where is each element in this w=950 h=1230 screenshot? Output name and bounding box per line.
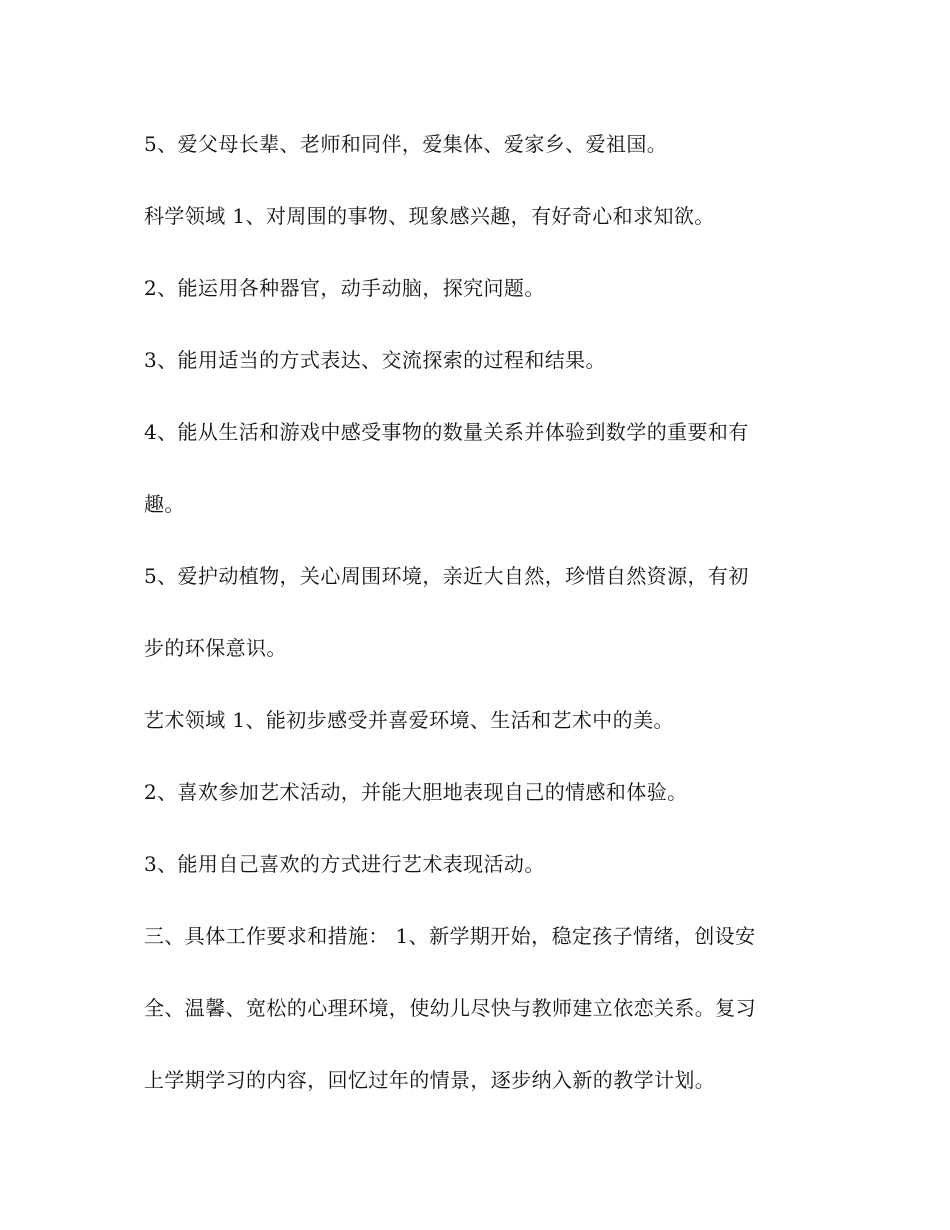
text-line: 5、爱护动植物，关心周围环境，亲近大自然，珍惜自然资源，有初 (144, 564, 749, 588)
text-line: 2、喜欢参加艺术活动，并能大胆地表现自己的情感和体验。 (144, 780, 688, 804)
text-line: 3、能用自己喜欢的方式进行艺术表现活动。 (144, 852, 545, 876)
text-line: 上学期学习的内容，回忆过年的情景，逐步纳入新的教学计划。 (144, 1068, 716, 1092)
text-line: 2、能运用各种器官，动手动脑，探究问题。 (144, 276, 545, 300)
text-line: 5、爱父母长辈、老师和同伴，爱集体、爱家乡、爱祖国。 (144, 132, 668, 156)
text-line: 全、温馨、宽松的心理环境，使幼儿尽快与教师建立依恋关系。复习 (144, 996, 756, 1020)
text-line: 趣。 (144, 492, 185, 516)
text-line: 科学领域 1、对周围的事物、现象感兴趣，有好奇心和求知欲。 (144, 204, 715, 228)
text-line: 4、能从生活和游戏中感受事物的数量关系并体验到数学的重要和有 (144, 420, 749, 444)
text-line: 三、具体工作要求和措施： 1、新学期开始，稳定孩子情绪，创设安 (144, 924, 756, 948)
text-line: 艺术领域 1、能初步感受并喜爱环境、生活和艺术中的美。 (144, 708, 674, 732)
text-line: 步的环保意识。 (144, 636, 287, 660)
text-line: 3、能用适当的方式表达、交流探索的过程和结果。 (144, 348, 606, 372)
